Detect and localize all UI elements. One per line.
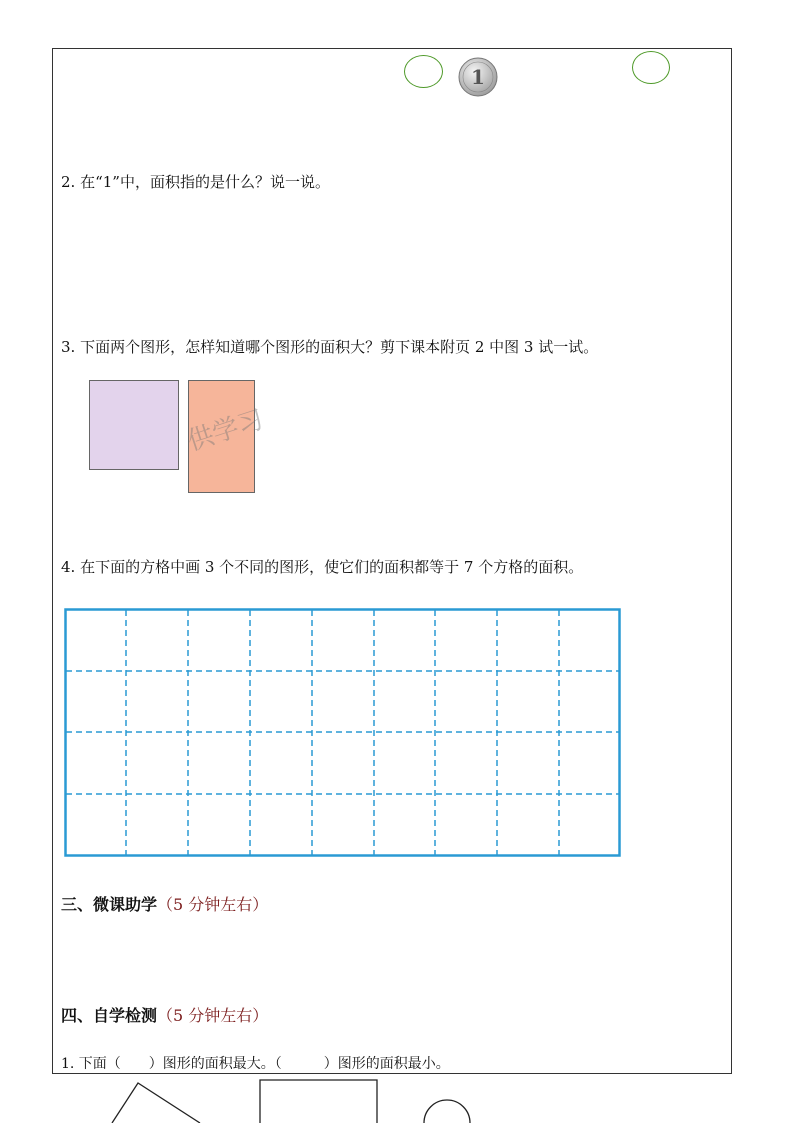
rectangle-shape [260,1080,377,1123]
green-circle-left [404,55,443,88]
square-grid[interactable] [64,608,621,857]
section-4-heading [61,1003,268,1026]
question-4: 4. 在下面的方格中画 3 个不同的图形，使它们的面积都等于 7 个方格的面积。 [61,558,584,576]
green-circle-right [632,51,670,84]
bottom-shapes [0,1076,794,1123]
section-4-note: （5 分钟左右） [157,1006,269,1025]
circle-shape [424,1100,470,1123]
section-3-heading [61,892,268,915]
check-question-1: 1. 下面（ ）图形的面积最大。（ ）图形的面积最小。 [61,1056,450,1072]
question-2: 2. 在“1”中，面积指的是什么？说一说。 [61,173,330,191]
section-3-note: （5 分钟左右） [157,895,269,914]
watermark: 供学习 [184,404,268,458]
coin-icon [458,57,498,97]
section-4-title: 四、自学检测 [61,1006,158,1025]
triangle-shape [112,1083,200,1123]
purple-rectangle [89,380,179,470]
coin-digit: 1 [471,65,485,89]
section-3-title: 三、微课助学 [61,895,158,914]
question-3: 3. 下面两个图形，怎样知道哪个图形的面积大？剪下课本附页 2 中图 3 试一试。 [61,338,599,356]
